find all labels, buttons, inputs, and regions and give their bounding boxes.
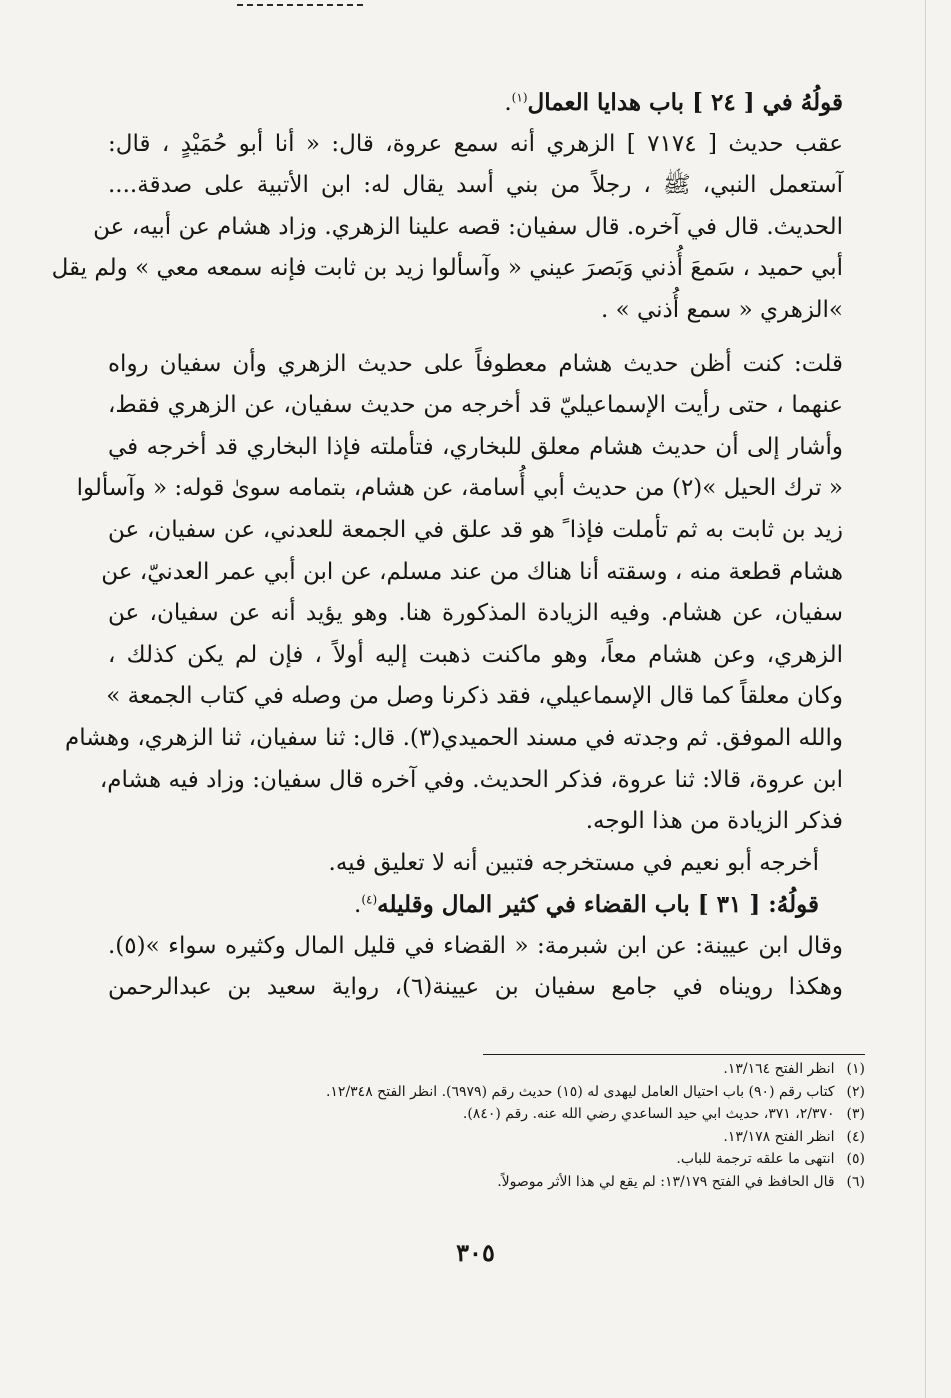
footnotes xyxy=(150,1058,865,1193)
text-line: وكان معلقاً كما قال الإسماعيلي، فقد ذكرنا وصل من وصله في كتاب الجمعة » xyxy=(106,683,843,710)
footnote xyxy=(150,1126,865,1149)
footnote-ref: (١) xyxy=(511,90,528,105)
heading-text: قولُهُ في [ ٢٤ ] باب هدايا العمال xyxy=(527,89,843,116)
text-line: والله الموفق. ثم وجدته في مسند الحميدي(٣). قال: ثنا سفيان، ثنا الزهري، وهشام xyxy=(65,724,843,751)
paragraph-1 xyxy=(51,124,843,332)
footnote-number: (٦) xyxy=(846,1173,865,1190)
footnote-text: قال الحافظ في الفتح ١٣/١٧٩: لم يقع لي هذا الأثر موصولاً. xyxy=(497,1173,835,1190)
footnote xyxy=(150,1058,865,1081)
footnote xyxy=(150,1103,865,1126)
footnote xyxy=(150,1081,865,1104)
footnote-number: (٥) xyxy=(846,1151,865,1167)
page-edge-line xyxy=(925,0,926,1398)
footnote-text: كتاب رقم (٩٠) باب احتيال العامل ليهدى له (١٥) حديث رقم (٦٩٧٩). انظر الفتح ١٢/٣٤٨. xyxy=(325,1083,835,1100)
footnote-number: (٢) xyxy=(846,1083,865,1100)
footnote-separator xyxy=(483,1054,865,1055)
text-line: عنهما ، حتى رأيت الإسماعيليّ قد أخرجه من حديث سفيان، عن الزهري فقط، xyxy=(108,392,843,419)
paragraph-4 xyxy=(108,926,843,1009)
footnote-text: انتهى ما علقه ترجمة للباب. xyxy=(676,1151,835,1167)
text-line: « ترك الحيل »(٢) من حديث أبي أُسامة، عن هشام، بتمامه سوىٰ قوله: « وآسألوا xyxy=(76,475,843,502)
footnote xyxy=(150,1148,865,1171)
section-heading-24: قولُهُ في [ ٢٤ ] باب هدايا العمال$^{(١)}$. xyxy=(504,89,843,116)
top-decorative-rule xyxy=(237,4,363,6)
text-line: »الزهري « سمع أُذني » . xyxy=(600,296,843,323)
text-line: ابن عروة، قالا: ثنا عروة، فذكر الحديث. وفي آخره قال سفيان: وزاد فيه هشام، xyxy=(99,766,843,793)
text-line: قلت: كنت أظن حديث هشام معطوفاً على حديث الزهري وأن سفيان رواه xyxy=(108,350,843,377)
text-line: وهكذا رويناه في جامع سفيان بن عيينة(٦)، رواية سعيد بن عبدالرحمن xyxy=(108,974,843,1001)
text-line: هشام قطعة منه ، وسقته أنا هناك من عند مسلم، عن ابن أبي عمر العدنيّ، عن xyxy=(101,558,843,585)
footnote-text: ٢/٣٧٠، ٣٧١، حديث ابي حيد الساعدي رضي الله عنه. رقم (٨٤٠). xyxy=(462,1106,835,1122)
footnote-ref: (٤) xyxy=(361,892,378,907)
text-line: الزهري، وعن هشام معاً، وهو ماكنت ذهبت إليه أولاً ، فإن لم يكن كذلك ، xyxy=(108,641,843,668)
text-line: وأشار إلى أن حديث هشام معلق للبخاري، فتأملته فإذا البخاري قد أخرجه في xyxy=(108,433,843,460)
section-heading-31: قولُهُ: [ ٣١ ] باب القضاء في كثير المال وقليله$^{(٤)}$. xyxy=(354,891,819,919)
heading-text: قولُهُ: [ ٣١ ] باب القضاء في كثير المال وقليله xyxy=(377,891,819,919)
text-line: فذكر الزيادة من هذا الوجه. xyxy=(585,808,843,835)
footnote-text: انظر الفتح ١٣/١٦٤. xyxy=(723,1061,835,1077)
page-number: ٣٠٥ xyxy=(456,1238,495,1267)
text-line: زيد بن ثابت به ثم تأملت فإذا ً هو قد علق في الجمعة للعدني، عن سفيان، عن xyxy=(108,516,843,543)
text-line: وقال ابن عيينة: عن ابن شبرمة: « القضاء في قليل المال وكثيره سواء »(٥). xyxy=(108,932,843,959)
text-line: سفيان، عن هشام. وفيه الزيادة المذكورة هنا. وهو يؤيد أنه عن سفيان، عن xyxy=(108,600,843,627)
paragraph-2 xyxy=(65,344,843,843)
footnote-number: (٣) xyxy=(846,1106,865,1122)
footnote-number: (٤) xyxy=(846,1128,865,1145)
footnote xyxy=(150,1171,865,1194)
text-line: عقب حديث [ ٧١٧٤ ] الزهري أنه سمع عروة، قال: « أنا أبو حُمَيْدٍ ، قال: xyxy=(108,130,843,157)
text-line: الحديث. قال في آخره. قال سفيان: قصه علينا الزهري. وزاد هشام عن أبيه، عن xyxy=(93,213,843,240)
footnote-number: (١) xyxy=(846,1061,865,1077)
text-line: أبي حميد ، سَمعَ أُذني وَبَصرَ عيني « وآسألوا زيد بن ثابت فإنه سمعه معي » ولم يقل xyxy=(51,255,843,282)
footnote-text: انظر الفتح ١٣/١٧٨. xyxy=(723,1128,835,1145)
main-text xyxy=(51,82,843,1009)
text-line: آستعمل النبي، ﷺ ، رجلاً من بني أسد يقال له: ابن الأتبية على صدقة.... xyxy=(108,172,843,199)
paragraph-3: أخرجه أبو نعيم في مستخرجه فتبين أنه لا تعليق فيه. xyxy=(328,849,819,876)
